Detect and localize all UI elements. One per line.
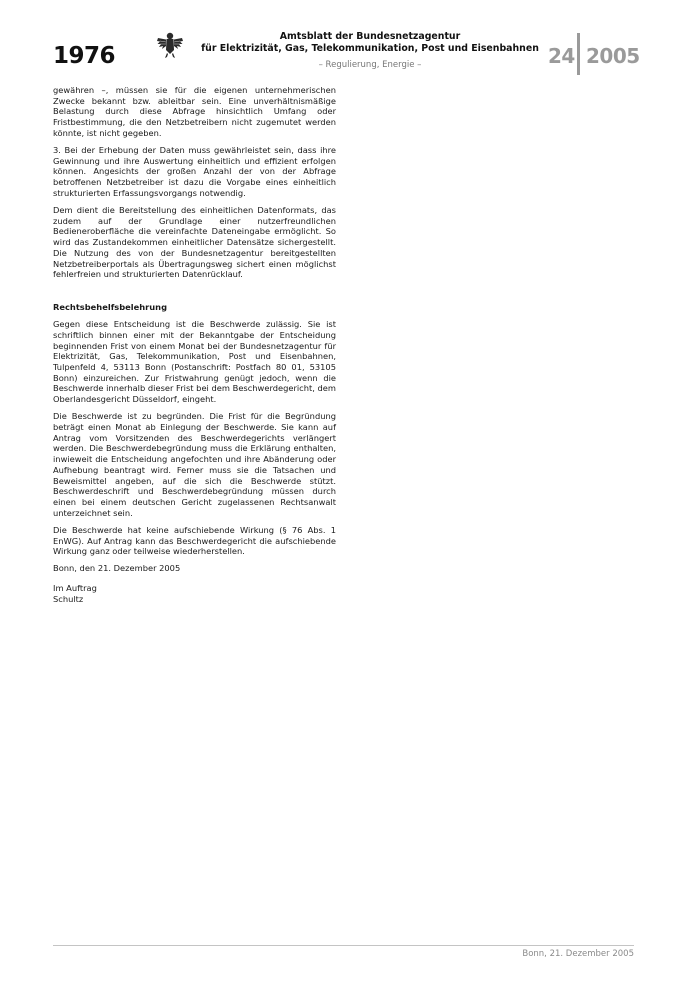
signature-line: Im Auftrag (53, 583, 97, 594)
paragraph: Die Beschwerde ist zu begründen. Die Frist für die Begründung beträgt einen Monat ab Einlegung der Beschwerde. Sie kann auf Antrag vom Vorsitzenden des Beschwerdegerichts verlängert werden. Die Beschwerdebegründung muss die Erklärung enthalten, inwieweit die Entscheidung angefochten und ihre Abänderung oder Aufhebung beantragt wird. Ferner muss sie die Tatsachen und Beweismittel angeben, auf die sich die Beschwerde stützt. Beschwerdeschrift und Beschwerdebegründung müssen durch einen bei einem deutschen Gericht zugelassenen Rechtsanwalt unterzeichnet sein. (53, 411, 336, 518)
section-heading: Rechtsbehelfsbelehrung (53, 301, 168, 312)
text-column (53, 85, 336, 611)
issue-divider (577, 33, 580, 75)
publication-subtitle: für Elektrizität, Gas, Telekommunikation, Post und Eisenbahnen (201, 43, 539, 54)
federal-eagle-icon (155, 30, 185, 60)
paragraph: Dem dient die Bereitstellung des einheitlichen Datenformats, das zudem auf der Grundlage einer nutzerfreundlichen Bedieneroberfläche die vereinfachte Dateneingabe ermöglicht. So wird das Zustandekommen einheitlicher Datensätze sichergestellt. Die Nutzung des von der Bundesnetzagentur bereitgestellten Netzbetreiberportals als Übertragungsweg sichert einen möglichst fehlerfreien und strukturierten Datenrücklauf. (53, 205, 336, 280)
place-date: Bonn, den 21. Dezember 2005 (53, 563, 181, 574)
paragraph: 3. Bei der Erhebung der Daten muss gewährleistet sein, dass ihre Gewinnung und ihre Auswertung einheitlich und effizient erfolgen können. Angesichts der großen Anzahl der von der Abfrage betroffenen Netzbetreiber ist dazu die Vorgabe eines einheitlich strukturierten Erfassungsvorgangs notwendig. (53, 145, 336, 198)
page-number: 1976 (53, 43, 116, 69)
signature-block (53, 583, 336, 604)
paragraph: gewähren –, müssen sie für die eigenen unternehmerischen Zwecke bekannt bzw. ableitbar sein. Eine unverhältnismäßige Belastung durch diese Abfrage hinsichtlich Umfang oder Fristbestimmung, die den Netzbetreibern nicht zugemutet werden könnte, ist nicht gegeben. (53, 85, 336, 138)
paragraph: Gegen diese Entscheidung ist die Beschwerde zulässig. Sie ist schriftlich binnen einer mit der Bekanntgabe der Entscheidung beginnenden Frist von einem Monat bei der Bundesnetzagentur für Elektrizität, Gas, Telekommunikation, Post und Eisenbahnen, Tulpenfeld 4, 53113 Bonn (Postanschrift: Postfach 80 01, 53105 Bonn) einzureichen. Zur Fristwahrung genügt jedoch, wenn die Beschwerde innerhalb dieser Frist bei dem Beschwerdegericht, dem Oberlandesgericht Düsseldorf, eingeht. (53, 319, 336, 405)
header-block (200, 31, 540, 70)
publication-title: Amtsblatt der Bundesnetzagentur (279, 31, 461, 42)
footer-date: Bonn, 21. Dezember 2005 (522, 949, 634, 959)
signature-name: Schultz (53, 593, 84, 604)
footer-divider (53, 945, 634, 946)
publication-section: – Regulierung, Energie – (318, 60, 422, 70)
issue-year: 2005 (586, 44, 640, 68)
paragraph: Die Beschwerde hat keine aufschiebende Wirkung (§ 76 Abs. 1 EnWG). Auf Antrag kann das Beschwerdegericht die aufschiebende Wirkung ganz oder teilweise wiederherstellen. (53, 524, 336, 557)
issue-number: 24 (548, 44, 575, 68)
